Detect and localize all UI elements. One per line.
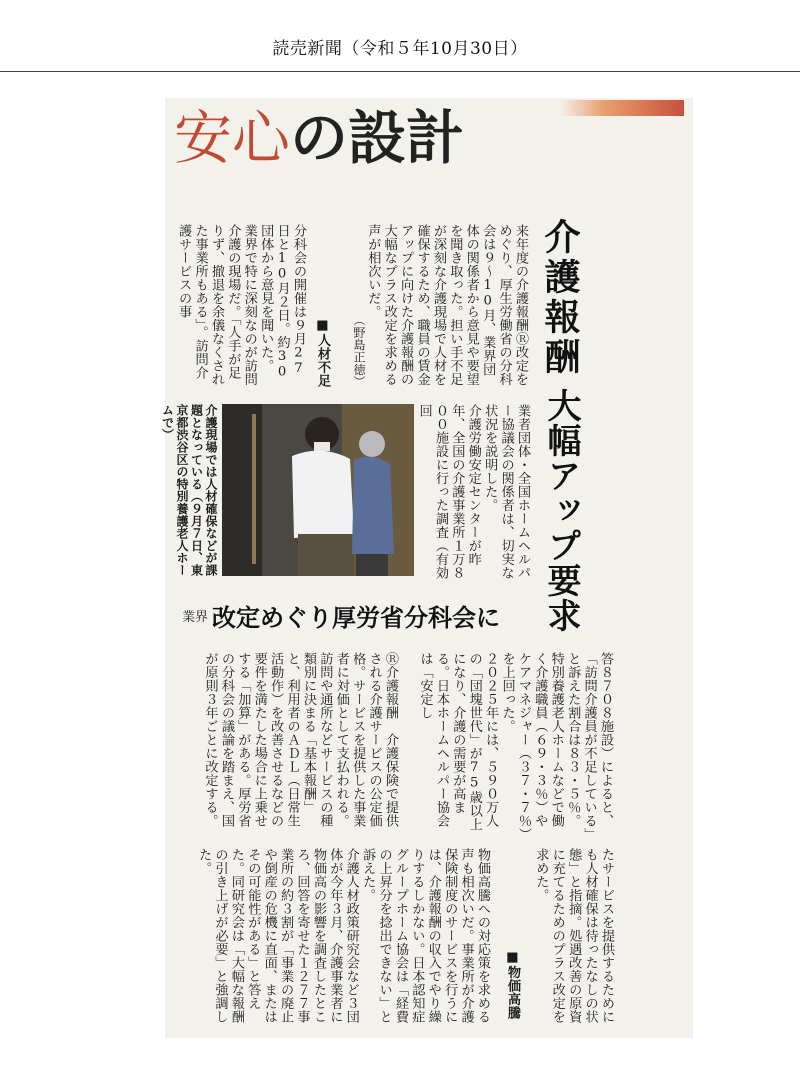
column-banner — [174, 100, 464, 176]
section-heading-jinzai: ■人材不足 — [315, 318, 330, 388]
photo-illustration — [222, 404, 414, 576]
home-helper-paragraph: 答８７０８施設）によると、「訪問介護員が不足している」と訴えた割合は８３・５％。特別養護老人ホームなどで働く介護職員（６９・３％）やケアマネジャー（３７・７％）を上回った。 ２０２５年には、５９０万人の「団塊世代」が75歳以上になり、介護の需要が高まる。日本ホームヘルパー協会は「安定し — [417, 652, 613, 835]
header-divider — [0, 71, 800, 72]
headline-main-2: 大幅アップ要求 — [541, 388, 581, 633]
staff-shortage-paragraph: 分科会の開催は９月27日と10月２日。約30団体から意見を聞いた。 業界で特に深刻なのが訪問介護の現場だ。「人手が足りず、撤退を余儀なくされた事業所もある」。訪問介護サービスの事 — [176, 224, 306, 386]
glossary-note: Ⓡ介護報酬 介護保険で提供される介護サービスの公定価格。サービスを提供した事業者に対価として支払われる。訪問や通所などサービスの種類別に決まる「基本報酬」と、利用者のＡＤＬ（日常生活動作）を改善させるなどの要件を満たした場合に上乗せする「加算」がある。厚労省の分科会の議論を踏まえ、国が原則３年ごとに改定する。 — [202, 652, 398, 828]
plus-revision-paragraph: たサービスを提供するためにも人材確保は待ったなしの状態」と指摘。処遇改善の原資に充てるためのプラス改定を求めた。 — [533, 848, 614, 1024]
photo-caption: 介護現場では人材確保などが課題となっている（９月７日、東京都渋谷区の特別養護老人ホームで） — [160, 404, 218, 577]
subheadline — [182, 598, 542, 638]
lead-paragraph: 来年度の介護報酬Ⓡ改定をめぐり、厚生労働省の分科会は９～10月、業界団体の関係者から意見や要望を聞き取った。担い手不足が深刻な介護現場で人材を確保するため、職員の賃金アップに向けた介護報酬の大幅なプラス改定を求める声が相次いだ。 — [365, 224, 528, 386]
byline: （野島正徳） — [352, 314, 366, 388]
banner-title-part2: の設計 — [290, 104, 465, 172]
survey-paragraph: 業者団体・全国ホームヘルパー協議会の関係者は、切実な状況を説明した。 介護労働安定センターが昨年、全国の介護事業所１万８００施設に行った調査（有効回 — [416, 404, 530, 580]
headline-main-1: 介護報酬 — [539, 218, 581, 378]
document-header — [0, 0, 800, 72]
section-heading-bukka: ■物価高騰 — [505, 950, 520, 1020]
caregiver-photo — [222, 404, 414, 576]
price-surge-paragraph: 物価高騰への対応策を求める声も相次いだ。事業所が介護保険制度のサービスを行うには、介護報酬の収入でやり繰りするしかない。日本認知症グループホーム協会は「経費の上昇分を捻出できない」と訴えた。 介護人材政策研究会など３団体が今年３月、介護事業者に物価高の影響を調査したところ、回答を寄せた１２７７事業所の約３割が「事業の廃止や倒産の危機に直面、またはその可能性がある」と答えた。同研究会は「大幅な報酬の引き上げが必要」と強調した。 — [196, 848, 490, 1024]
subhead-tag: 業界 — [182, 610, 209, 625]
subhead-text: 改定めぐり厚労省分科会に — [212, 604, 501, 632]
banner-accent-bar — [560, 100, 684, 116]
source-citation: 読売新聞（令和５年10月30日） — [272, 39, 528, 59]
banner-title-part1: 安心 — [174, 104, 291, 172]
